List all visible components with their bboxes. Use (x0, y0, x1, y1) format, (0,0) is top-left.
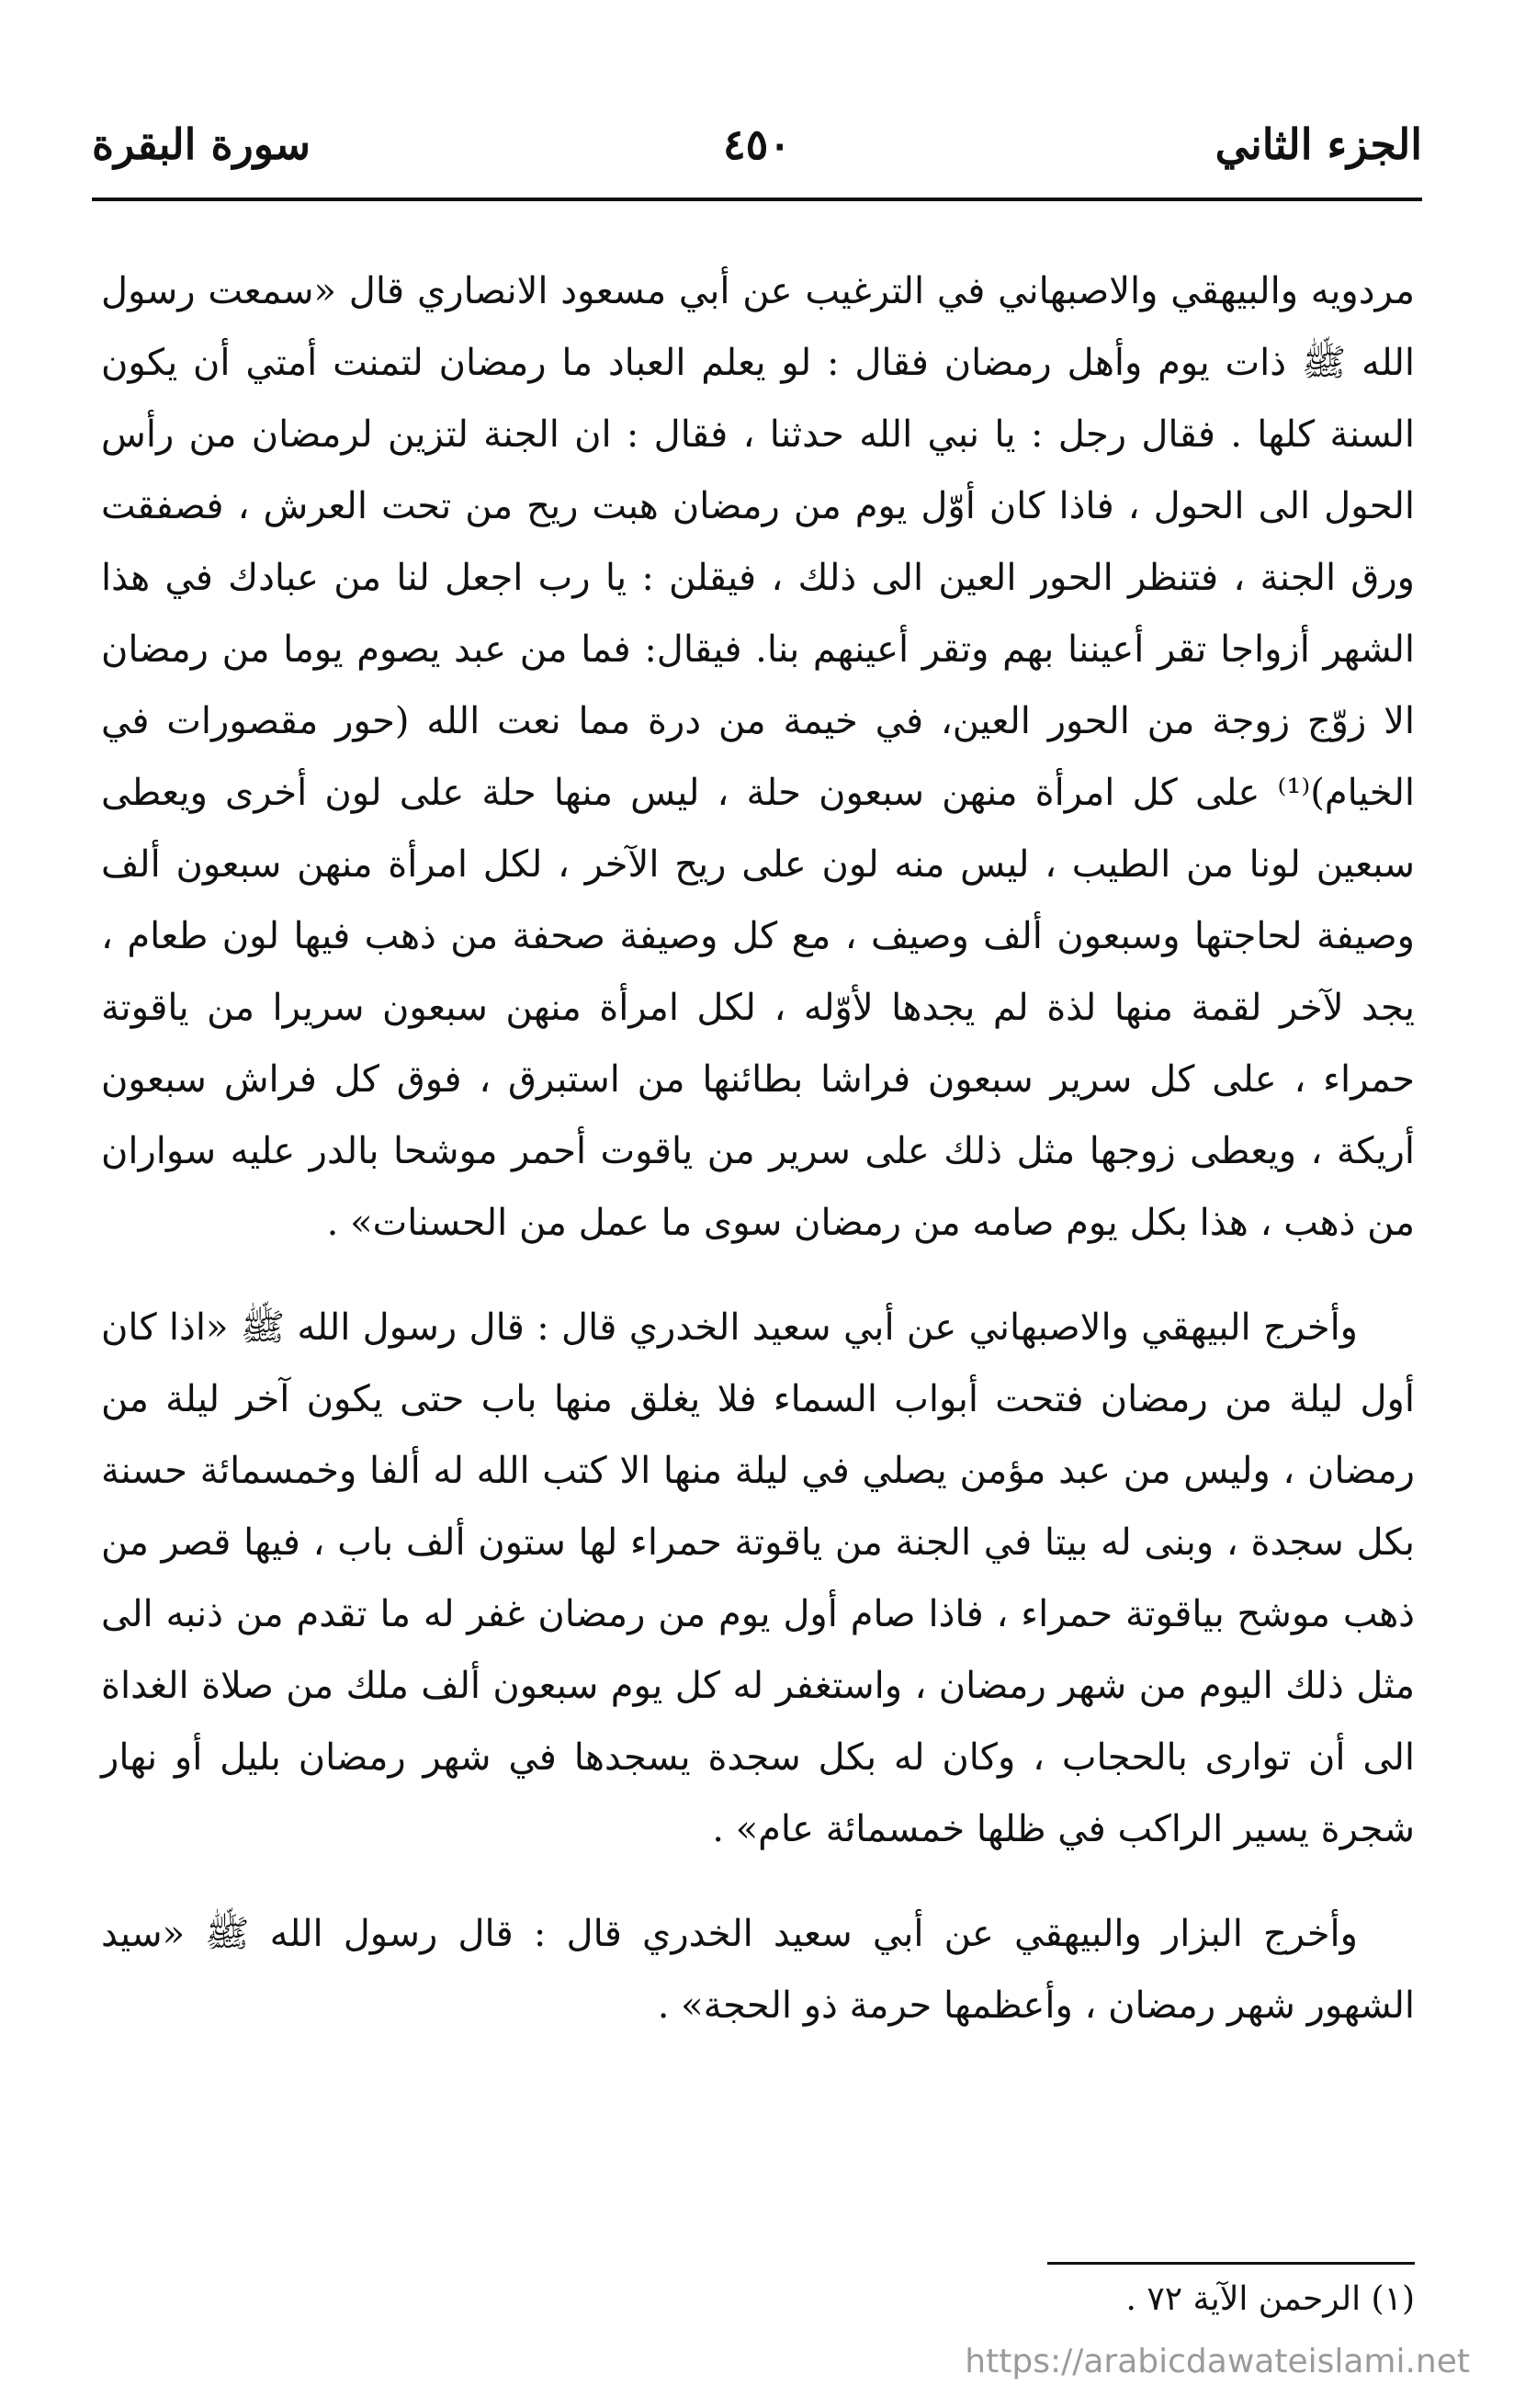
footnote-divider (1047, 2262, 1415, 2265)
paragraph-1: مردويه والبيهقي والاصبهاني في الترغيب عن أبي مسعود الانصاري قال «سمعت رسول الله ﷺ ذات يوم وأهل رمضان فقال : لو يعلم العباد ما رمضان لتمنت أمتي أن يكون السنة كلها . فقال رجل : يا نبي الله حدثنا ، فقال : ان الجنة لتزين لرمضان من رأس الحول الى الحول ، فاذا كان أوّل يوم من رمضان هبت ريح من تحت العرش ، فصفقت ورق الجنة ، فتنظر الحور العين الى ذلك ، فيقلن : يا رب اجعل لنا من عبادك في هذا الشهر أزواجا تقر أعيننا بهم وتقر أعينهم بنا. فيقال: فما من عبد يصوم يوما من رمضان الا زوّج زوجة من الحور العين، في خيمة من درة مما نعت الله (حور مقصورات في الخيام)⁽¹⁾ على كل امرأة منهن سبعون حلة ، ليس منها حلة على لون أخرى ويعطى سبعين لونا من الطيب ، ليس منه لون على ريح الآخر ، لكل امرأة منهن سبعون ألف وصيفة لحاجتها وسبعون ألف وصيف ، مع كل وصيفة صحفة من ذهب فيها لون طعام ، يجد لآخر لقمة منها لذة لم يجدها لأوّله ، لكل امرأة منهن سبعون سريرا من ياقوتة حمراء ، على كل سرير سبعون فراشا بطائنها من استبرق ، فوق كل فراش سبعون أريكة ، ويعطى زوجها مثل ذلك على سرير من ياقوت أحمر موشحا بالدر عليه سواران من ذهب ، هذا بكل يوم صامه من رمضان سوى ما عمل من الحسنات» . (101, 270, 1416, 1244)
part-label: الجزء الثاني (1215, 119, 1422, 169)
page-number: ٤٥٠ (722, 119, 792, 169)
header-divider (92, 198, 1422, 201)
footnote: (١) الرحمن الآية ٧٢ . (1125, 2280, 1415, 2318)
page-header (92, 110, 1422, 193)
surah-label: سورة البقرة (92, 119, 311, 169)
paragraph-2: وأخرج البيهقي والاصبهاني عن أبي سعيد الخدري قال : قال رسول الله ﷺ «اذا كان أول ليلة من رمضان فتحت أبواب السماء فلا يغلق منها باب حتى يكون آخر ليلة من رمضان ، وليس من عبد مؤمن يصلي في ليلة منها الا كتب الله له ألفا وخمسمائة حسنة بكل سجدة ، وبنى له بيتا في الجنة من ياقوتة حمراء لها ستون ألف باب ، فيها قصر من ذهب موشح بياقوتة حمراء ، فاذا صام أول يوم من رمضان غفر له ما تقدم من ذنبه الى مثل ذلك اليوم من شهر رمضان ، واستغفر له كل يوم سبعون ألف ملك من صلاة الغداة الى أن توارى بالحجاب ، وكان له بكل سجدة يسجدها في شهر رمضان بليل أو نهار شجرة يسير الراكب في ظلها خمسمائة عام» . (101, 1306, 1415, 1850)
body-text (101, 255, 1415, 2074)
watermark-url: https://arabicdawateislami.net (965, 2343, 1470, 2380)
paragraph-3: وأخرج البزار والبيهقي عن أبي سعيد الخدري قال : قال رسول الله ﷺ «سيد الشهور شهر رمضان ، وأعظمها حرمة ذو الحجة» . (101, 1913, 1415, 2027)
